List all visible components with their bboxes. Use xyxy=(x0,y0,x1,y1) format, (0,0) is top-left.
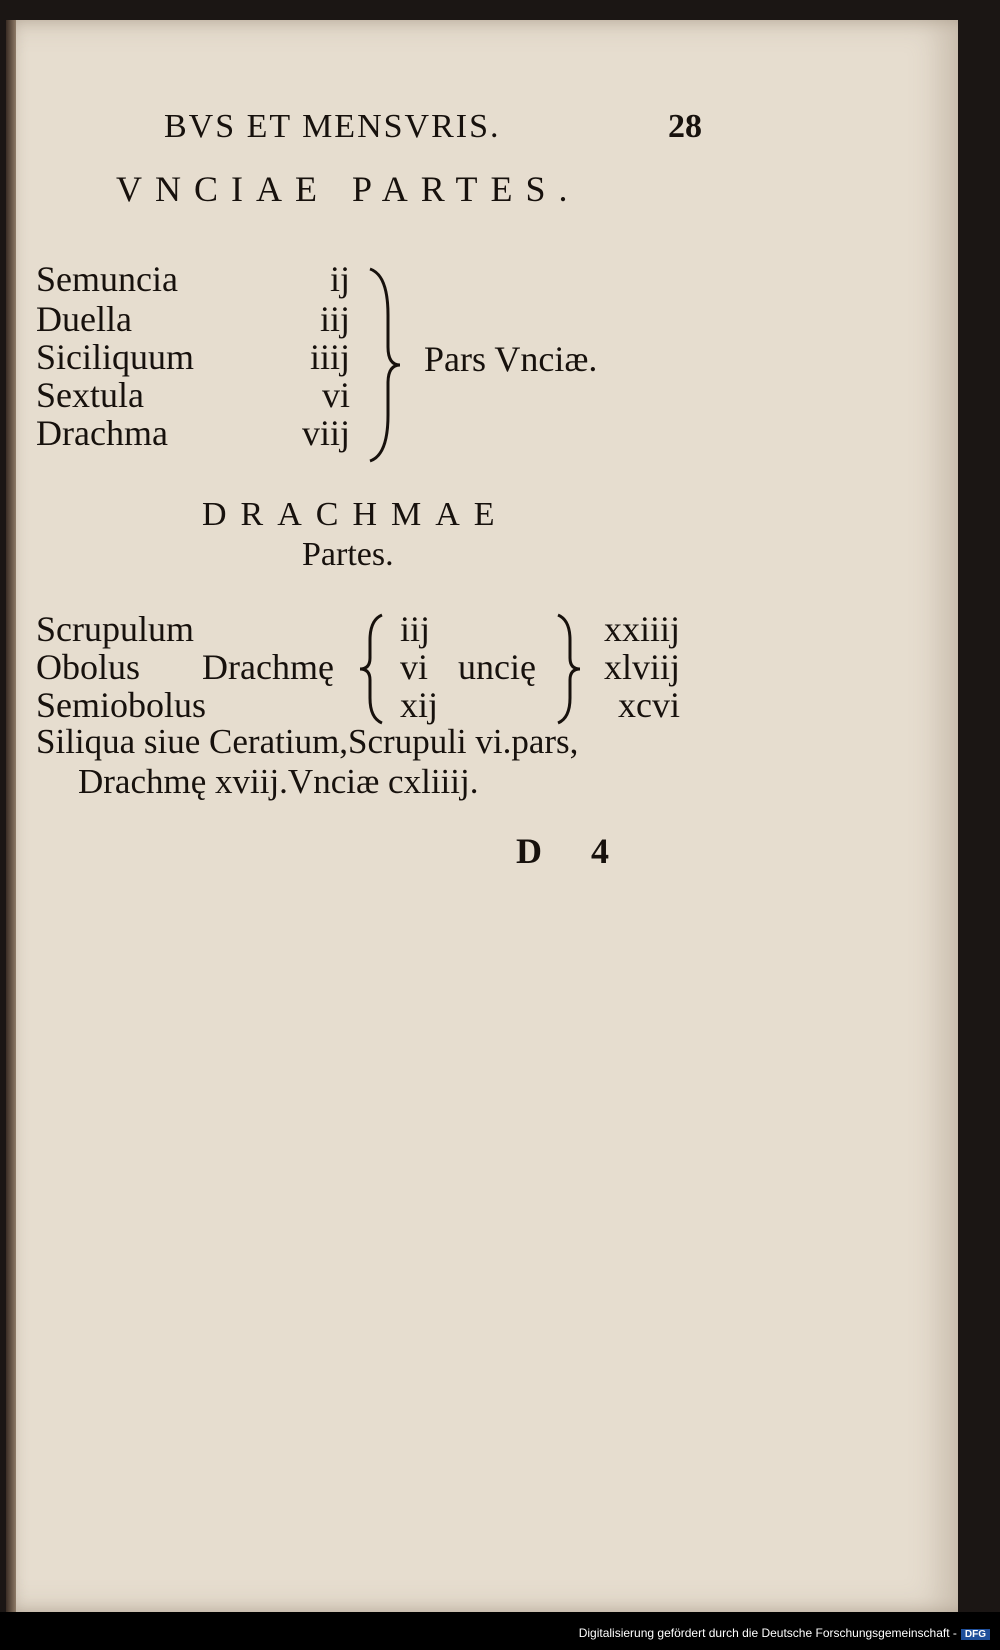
page-number: 28 xyxy=(668,108,702,145)
unciae-name: Duella xyxy=(36,299,132,339)
section-subtitle: Partes. xyxy=(302,536,394,573)
unciae-name: Semuncia xyxy=(36,259,178,299)
unciae-label: Pars Vnciæ. xyxy=(424,339,598,379)
section-title-unciae: VNCIAE PARTES. xyxy=(116,169,581,209)
page-spine-shadow xyxy=(6,20,16,1612)
drachmae-val1: xij xyxy=(400,685,439,725)
right-brace-icon xyxy=(366,265,406,465)
drachmae-val2: xlviij xyxy=(603,647,680,687)
uncie-label: uncię xyxy=(458,647,536,687)
drachmae-val2: xxiiij xyxy=(603,609,680,649)
running-header: BVS ET MENSVRIS. xyxy=(164,108,501,145)
unciae-name: Sextula xyxy=(36,375,144,415)
drachmae-name: Obolus xyxy=(36,647,141,687)
drachmae-name: Semiobolus xyxy=(36,685,207,725)
digitization-footer xyxy=(0,1612,1000,1650)
unciae-value: iij xyxy=(319,299,350,339)
unciae-value: ij xyxy=(329,259,350,299)
siliqua-line: Siliqua siue Ceratium,Scrupuli vi.pars, xyxy=(36,722,579,761)
drachme-label: Drachmę xyxy=(202,647,334,687)
drachmae-val1: vi xyxy=(400,647,429,687)
unciae-name: Siciliquum xyxy=(36,337,195,377)
unciae-value: iiij xyxy=(309,337,350,377)
drachmae-val1: iij xyxy=(400,609,431,649)
section-title-drachmae: DRACHMAE xyxy=(202,496,509,533)
unciae-value: viij xyxy=(301,413,350,453)
left-brace-icon xyxy=(356,612,386,726)
dfg-logo-icon: DFG xyxy=(961,1629,990,1640)
book-page xyxy=(6,20,958,1612)
drachmae-name: Scrupulum xyxy=(36,609,194,649)
credit-text: Digitalisierung gefördert durch die Deutsche Forschungsgemeinschaft - DFG xyxy=(579,1626,990,1640)
unciae-value: vi xyxy=(321,375,350,415)
unciae-name: Drachma xyxy=(36,413,168,453)
signature-mark: D 4 xyxy=(516,831,629,871)
drachme-line: Drachmę xviij.Vnciæ cxliiij. xyxy=(78,762,479,801)
right-brace-icon xyxy=(554,612,584,726)
drachmae-val2: xcvi xyxy=(618,685,680,725)
